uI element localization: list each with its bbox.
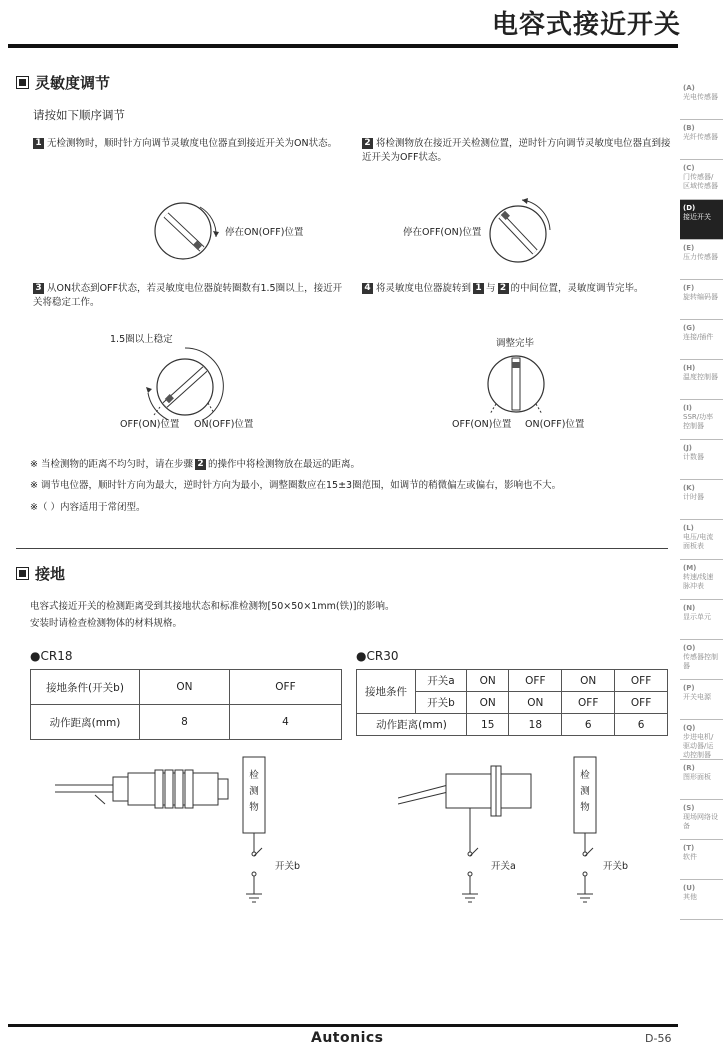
sidebar-item[interactable] [680, 600, 723, 640]
table-cell: ON [562, 670, 615, 692]
cr30-wiring-diagram [398, 752, 638, 912]
sidebar-item-label: 门传感器/区域传感器 [683, 173, 718, 190]
sidebar-item-label: 旋转编码器 [683, 293, 718, 301]
step-4 [362, 282, 677, 296]
step-ref-badge: 2 [498, 283, 509, 294]
table-cell: OFF [509, 670, 562, 692]
figure-label: 1.5圈以上稳定 [110, 334, 173, 345]
step-1 [33, 137, 345, 151]
paragraph: 安装时请检查检测物体的材料规格。 [30, 618, 183, 629]
page-title: 电容式接近开关 [491, 10, 681, 40]
table-row [31, 705, 342, 740]
sidebar-item[interactable] [680, 720, 723, 760]
sidebar-item-code: (M) [683, 564, 697, 572]
section-title: 接地 [35, 565, 66, 583]
sidebar-item-code: (T) [683, 844, 695, 852]
sidebar-item-label: 连接/插件 [683, 333, 714, 341]
sidebar-item-code: (H) [683, 364, 696, 372]
cr30-table [356, 669, 668, 736]
figure-label: ON(OFF)位置 [194, 419, 254, 430]
sidebar-item[interactable] [680, 240, 723, 280]
step-text: 的中间位置，灵敏度调节完毕。 [510, 283, 644, 294]
step-ref-badge: 1 [473, 283, 484, 294]
table-cell: OFF [229, 670, 341, 705]
step-3 [33, 282, 345, 310]
category-index-sidebar [680, 80, 723, 920]
sidebar-item-label: SSR/功率控制器 [683, 413, 714, 430]
step-ref-badge: 2 [195, 459, 206, 470]
table-cell: OFF [615, 692, 668, 714]
sidebar-item-label: 转速/线速脉冲表 [683, 573, 714, 590]
table-cell: ON [467, 692, 509, 714]
sidebar-item-label: 其他 [683, 893, 697, 901]
step-text: 将灵敏度电位器旋转到 [376, 283, 472, 294]
table-row [357, 714, 668, 736]
table-cell: ON [467, 670, 509, 692]
intro-text: 请按如下顺序调节 [33, 108, 125, 122]
figure-label: ON(OFF)位置 [525, 419, 585, 430]
table-cell: 8 [140, 705, 230, 740]
table-cell: ON [509, 692, 562, 714]
sidebar-item-code: (B) [683, 124, 695, 132]
section-title: 灵敏度调节 [35, 74, 111, 92]
table-cell: 6 [562, 714, 615, 736]
note-text: 的操作中将检测物放在最远的距离。 [207, 459, 360, 470]
sidebar-item[interactable] [680, 200, 723, 240]
sidebar-item-label: 计时器 [683, 493, 704, 501]
potentiometer-dial-icon [480, 192, 560, 277]
sidebar-item[interactable] [680, 840, 723, 880]
sidebar-item-label: 图形面板 [683, 773, 711, 781]
table-cell: 4 [229, 705, 341, 740]
step-number-badge: 4 [362, 283, 373, 294]
sidebar-item[interactable] [680, 640, 723, 680]
sidebar-item[interactable] [680, 440, 723, 480]
square-bullet-icon [16, 76, 29, 89]
sidebar-item-code: (S) [683, 804, 695, 812]
table-cell: 开关a [416, 670, 467, 692]
table-cell: 18 [509, 714, 562, 736]
sidebar-item-code: (R) [683, 764, 695, 772]
sidebar-item[interactable] [680, 880, 723, 920]
sidebar-item-code: (K) [683, 484, 695, 492]
sidebar-item-code: (L) [683, 524, 694, 532]
sidebar-item-code: (N) [683, 604, 696, 612]
sidebar-item-code: (O) [683, 644, 696, 652]
table-caption: ●CR18 [30, 649, 73, 663]
figure-label: 调整完毕 [496, 338, 535, 349]
sidebar-item[interactable] [680, 520, 723, 560]
section-heading-grounding [16, 563, 65, 584]
step-number-badge: 1 [33, 138, 44, 149]
sidebar-item-label: 软件 [683, 853, 697, 861]
potentiometer-dial-icon [478, 352, 558, 420]
sidebar-item[interactable] [680, 560, 723, 600]
sidebar-item[interactable] [680, 400, 723, 440]
sidebar-item-code: (A) [683, 84, 695, 92]
sidebar-item-label: 光纤传感器 [683, 133, 718, 141]
table-cell: 接地条件(开关b) [31, 670, 140, 705]
figure-label: 停在OFF(ON)位置 [403, 227, 482, 238]
sidebar-item-label: 计数器 [683, 453, 704, 461]
sidebar-item-code: (J) [683, 444, 693, 452]
sidebar-item-code: (E) [683, 244, 695, 252]
sidebar-item[interactable] [680, 360, 723, 400]
sidebar-item-label: 开关电源 [683, 693, 711, 701]
sidebar-item-code: (I) [683, 404, 693, 412]
section-divider [16, 548, 668, 549]
sidebar-item[interactable] [680, 320, 723, 360]
step-text: 将检测物放在接近开关检测位置，逆时针方向调节灵敏度电位器直到接近开关为OFF状态。 [362, 138, 671, 163]
step-text: 无检测物时，顺时针方向调节灵敏度电位器直到接近开关为ON状态。 [47, 138, 338, 149]
sidebar-item[interactable] [680, 280, 723, 320]
sidebar-item-code: (P) [683, 684, 695, 692]
table-cell: 6 [615, 714, 668, 736]
sidebar-item[interactable] [680, 800, 723, 840]
table-cell: ON [140, 670, 230, 705]
note-text: ※ 当检测物的距离不均匀时，请在步骤 [30, 459, 193, 470]
step-text: 与 [486, 283, 496, 294]
figure-label: 停在ON(OFF)位置 [225, 227, 304, 238]
sidebar-item-label: 现场网络设备 [683, 813, 718, 830]
step-number-badge: 3 [33, 283, 44, 294]
sidebar-item-label: 显示单元 [683, 613, 711, 621]
table-cell: OFF [562, 692, 615, 714]
table-caption: ●CR30 [356, 649, 399, 663]
detection-object-label: 检测物 [580, 770, 590, 813]
sidebar-item[interactable] [680, 120, 723, 160]
note-3: ※（ ）内容适用于常闭型。 [30, 502, 146, 513]
step-text: 从ON状态到OFF状态，若灵敏度电位器旋转圈数有1.5圈以上，接近开关将稳定工作。 [33, 283, 343, 308]
sidebar-item[interactable] [680, 480, 723, 520]
sidebar-item[interactable] [680, 160, 723, 200]
section-heading-sensitivity [16, 72, 110, 93]
brand-logo: Autonics [311, 1030, 384, 1046]
cr18-table [30, 669, 342, 740]
potentiometer-dial-icon [150, 195, 230, 275]
step-number-badge: 2 [362, 138, 373, 149]
sidebar-item-code: (G) [683, 324, 696, 332]
sidebar-item-label: 电压/电流面板表 [683, 533, 714, 550]
sidebar-item-code: (D) [683, 204, 696, 212]
sidebar-item-label: 温度控制器 [683, 373, 718, 381]
figure-label: OFF(ON)位置 [452, 419, 512, 430]
footer-rule [8, 1024, 678, 1027]
step-2 [362, 137, 672, 165]
switch-label: 开关b [603, 861, 629, 872]
sidebar-item-code: (U) [683, 884, 696, 892]
note-2: ※ 调节电位器，顺时针方向为最大，逆时针方向为最小，调整圈数应在15±3圈范围，如调节的稍微偏左或偏右，影响也不大。 [30, 480, 562, 491]
header-rule [8, 44, 678, 48]
table-cell: 动作距离(mm) [357, 714, 467, 736]
detection-object-label: 检测物 [249, 770, 259, 813]
sidebar-item-label: 压力传感器 [683, 253, 718, 261]
rotation-dial-icon [130, 345, 240, 420]
table-cell: OFF [615, 670, 668, 692]
paragraph: 电容式接近开关的检测距离受到其接地状态和标准检测物[50×50×1mm(铁)]的影响。 [30, 601, 395, 612]
sidebar-item-label: 传感器控制器 [683, 653, 718, 670]
sidebar-item-code: (Q) [683, 724, 696, 732]
sidebar-item-code: (F) [683, 284, 695, 292]
switch-label: 开关a [491, 861, 516, 872]
note-1 [30, 458, 360, 472]
table-cell: 15 [467, 714, 509, 736]
sidebar-item[interactable] [680, 760, 723, 800]
sidebar-item-label: 光电传感器 [683, 93, 718, 101]
table-row [357, 670, 668, 692]
page-number: D-56 [645, 1032, 672, 1045]
sidebar-item-label: 接近开关 [683, 213, 711, 221]
table-cell: 接地条件 [357, 670, 416, 714]
sidebar-item[interactable] [680, 80, 723, 120]
table-cell: 开关b [416, 692, 467, 714]
switch-label: 开关b [275, 861, 301, 872]
table-cell: 动作距离(mm) [31, 705, 140, 740]
sidebar-item-label: 步进电机/驱动器/运动控制器 [683, 733, 714, 759]
sidebar-item[interactable] [680, 680, 723, 720]
sidebar-item-code: (C) [683, 164, 695, 172]
figure-label: OFF(ON)位置 [120, 419, 180, 430]
square-bullet-icon [16, 567, 29, 580]
table-row [31, 670, 342, 705]
